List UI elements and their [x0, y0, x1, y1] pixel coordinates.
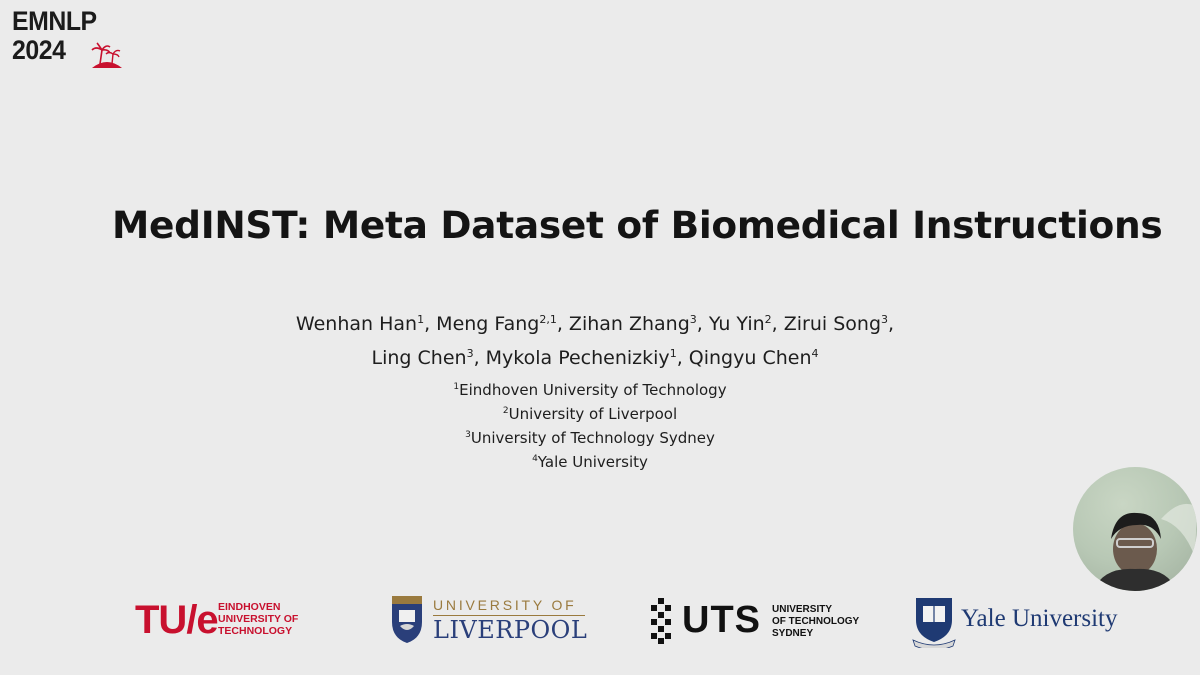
- presenter-webcam: [1073, 467, 1197, 591]
- author: Wenhan Han$^1$,: [295, 313, 437, 335]
- liverpool-logo: [390, 594, 590, 646]
- liverpool-name: LIVERPOOL: [433, 616, 588, 644]
- liverpool-shield-icon: [390, 594, 424, 644]
- author: Qingyu Chen$^4$: [688, 347, 819, 369]
- uts-wordmark: UTS: [682, 599, 761, 641]
- tue-name: EINDHOVEN UNIVERSITY OF TECHNOLOGY: [218, 601, 299, 637]
- liverpool-top-text: UNIVERSITY OF: [433, 597, 577, 613]
- conference-name: EMNLP: [12, 6, 97, 36]
- author: Mykola Pechenizkiy$^1$,: [485, 347, 689, 369]
- author: Ling Chen$^3$,: [371, 347, 486, 369]
- yale-name: Yale University: [961, 605, 1118, 632]
- affiliation: $^2$University of Liverpool: [502, 405, 678, 423]
- author: Meng Fang$^{2,1}$,: [436, 313, 569, 335]
- author: Zihan Zhang$^3$,: [568, 313, 709, 335]
- author: Zirui Song$^3$,: [783, 313, 895, 335]
- affiliation: $^4$Yale University: [532, 453, 648, 471]
- paper-title: MedINST: Meta Dataset of Biomedical Instructions: [112, 203, 1163, 247]
- palm-island-icon: [88, 42, 126, 72]
- tue-wordmark: TU/e: [135, 598, 218, 642]
- conference-year: 2024: [12, 35, 66, 65]
- yale-logo: [912, 596, 1132, 650]
- conference-logo: [12, 8, 122, 70]
- author-line-1: [240, 305, 950, 339]
- uts-symbol-icon: [648, 598, 674, 644]
- uts-name: UNIVERSITY OF TECHNOLOGY SYDNEY: [772, 604, 860, 639]
- tue-logo: [135, 600, 335, 640]
- affiliation: $^3$University of Technology Sydney: [465, 429, 715, 447]
- presenter-silhouette-icon: [1073, 467, 1197, 591]
- yale-shield-icon: [912, 596, 956, 648]
- author: Yu Yin$^2$,: [708, 313, 784, 335]
- uts-logo: [648, 598, 868, 644]
- affiliation-list: [390, 377, 790, 473]
- author-line-2: [240, 339, 950, 373]
- author-list: [240, 305, 950, 373]
- affiliation: $^1$Eindhoven University of Technology: [453, 381, 727, 399]
